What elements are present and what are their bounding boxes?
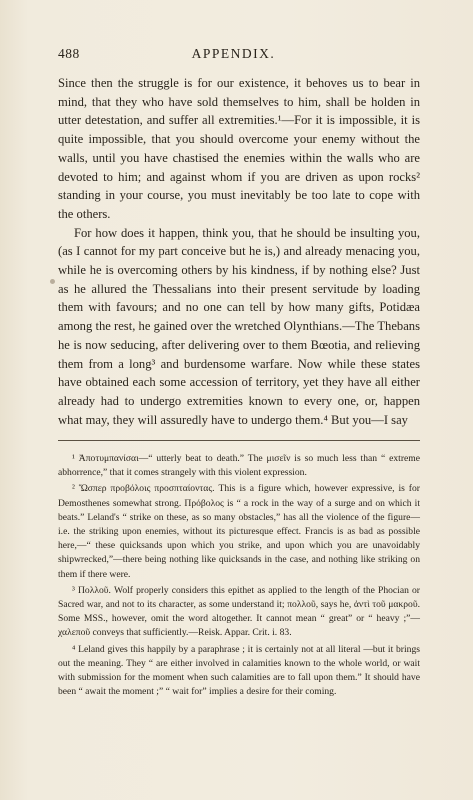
- footnote: ¹ Ἀποτυμπανίσαι—“ utterly beat to death.” The μισεῖν is so much less than “ extreme abhorrence,” that it comes strangely with this violent expression.: [58, 453, 420, 479]
- footnote: ³ Πολλοῦ. Wolf properly considers this epithet as applied to the length of the Phocian or Sacred war, and not to its character, as some understand it; πολλοῦ, says he, ἀντὶ τοῦ μακροῦ. Some MSS., however, omit the word altogether. It cannot mean “ great” or “ heavy ;”—χαλεποῦ conveys that sufficiently.—Reisk. Appar. Crit. i. 83.: [58, 584, 420, 639]
- ink-smudge: [50, 279, 55, 284]
- main-text: [58, 74, 420, 429]
- page-header: [58, 46, 409, 62]
- paragraph: For how does it happen, think you, that he should be insulting you, (as I cannot for my part conceive but he is,) and already menacing you, while he is overcoming others by his kindness, if by nothing else? Just as he allured the Thessalians into their present servitude by loading them with favours; and no one can tell by how many gifts, Potidæa among the rest, he gained over the wretched Olynthians.—The Thebans he is now seducing, after delivering over to them Bœotia, and relieving them from a long³ and burdensome warfare. Now while these states have obtained each some accession of territory, yet they have all either already had to undergo extremities known to every one, or, happen what may, they will assuredly have to undergo them.⁴ But you—I say: [58, 225, 420, 427]
- footnotes: [58, 452, 420, 701]
- page-number: 488: [58, 46, 80, 61]
- footnote: ⁴ Leland gives this happily by a paraphrase ; it is certainly not at all literal —but it brings out the meaning. They “ are either involved in calamities known to the whole world, or wait with submission for the moment when such calamities are to fall upon them.” It should have been “ await the moment ;” “ wait for” implies a desire for their coming.: [58, 643, 420, 698]
- footnote: ² Ὥσπερ προβόλοις προσπταίοντας. This is a figure which, however expressive, is for Demosthenes somewhat strong. Πρόβολος is “ a rock in the way of a surge and on which it beats.” Leland's “ strike on these, as so many obstacles,” has all the violence of the figure—i.e. the striking upon enemies, without its picturesque effect. Francis is as bad as possible here,—“ these quicksands upon which you strike, and upon which you are unavoidably shipwrecked,”—there being nothing like quicksands in the case, and nothing like striking on them if there were.: [58, 483, 420, 580]
- running-head: APPENDIX.: [191, 46, 276, 61]
- footnote-divider: [58, 440, 420, 441]
- paragraph: Since then the struggle is for our existence, it behoves us to bear in mind, that they who have sold themselves to him, shall be holden in utter detestation, and suffer all extremities.¹—For it is impossible, it is quite impossible, that you should overcome your enemy without the walls, until you have chastised the enemies within the walls who are devoted to him; and against whom if you are driven as upon rocks² standing in your course, you must inevitably be too late to cope with the others.: [58, 76, 420, 221]
